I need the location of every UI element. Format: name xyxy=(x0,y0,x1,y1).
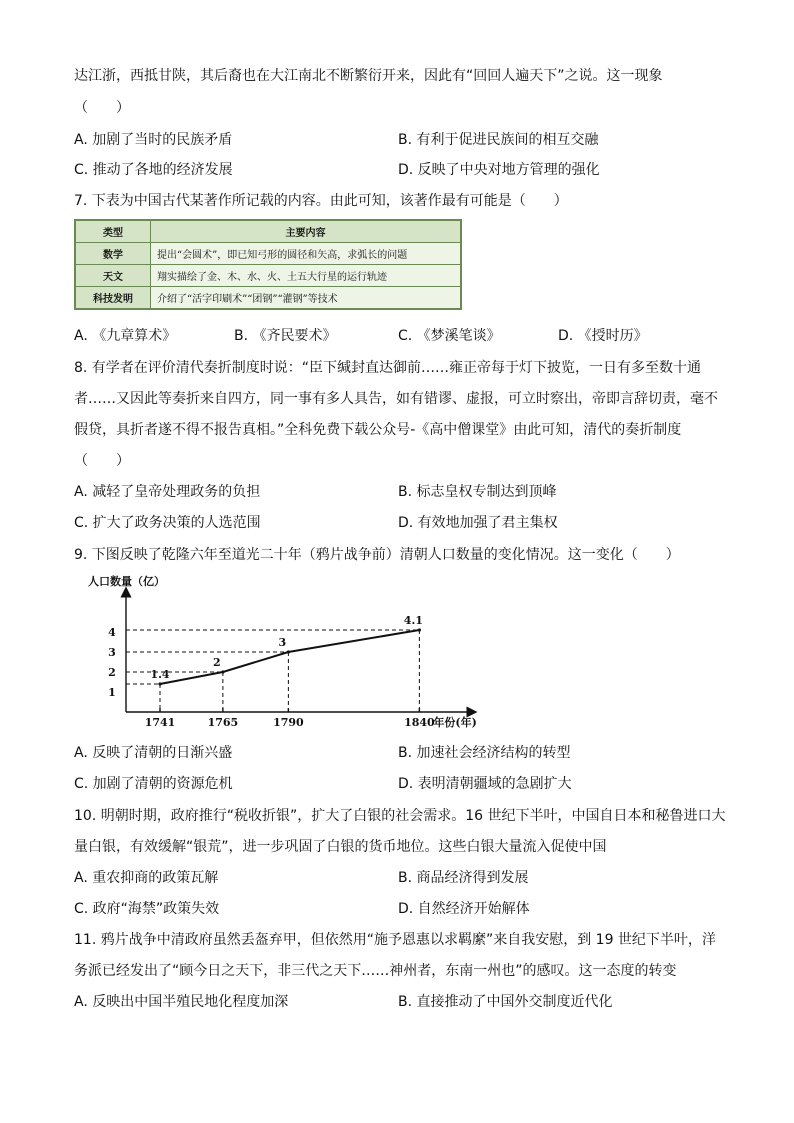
q8-option-d: D. 有效地加强了君主集权 xyxy=(398,515,558,531)
table-cell-content: 提出“会圆术”，即已知弓形的圆径和矢高，求弧长的问题 xyxy=(151,243,462,265)
data-label: 3 xyxy=(278,636,287,649)
q7-stem: 7. 下表为中国古代某著作所记载的内容。由此可知，该著作最有可能是（ ） xyxy=(74,193,568,209)
q7-option-c: C. 《梦溪笔谈》 xyxy=(398,328,501,344)
data-point xyxy=(221,670,224,673)
table-row xyxy=(75,265,461,287)
q9-option-b: B. 加速社会经济结构的转型 xyxy=(398,745,571,761)
q7-option-b: B. 《齐民要术》 xyxy=(234,328,337,344)
q8-stem-line2: 者……又因此等奏折来自四方，同一事有多人具告，如有错谬、虚报，可立时察出，帝即言辞切责，毫不 xyxy=(74,391,718,407)
data-label: 2 xyxy=(213,656,221,669)
q8-option-c: C. 扩大了政务决策的人选范围 xyxy=(74,515,261,531)
q7-option-a: A. 《九章算术》 xyxy=(74,328,177,344)
q6-option-d: D. 反映了中央对地方管理的强化 xyxy=(398,162,600,178)
q8-answer-blank: （ ） xyxy=(74,453,130,469)
q6-option-c: C. 推动了各地的经济发展 xyxy=(74,162,233,178)
q7-option-d: D. 《授时历》 xyxy=(558,328,648,344)
table-cell-type: 数学 xyxy=(75,243,151,265)
population-line-chart xyxy=(80,572,480,732)
q11-stem-line2: 务派已经发出了“顾今日之天下，非三代之天下……神州者，东南一州也”的感叹。这一态度的转变 xyxy=(74,963,677,979)
data-point xyxy=(418,628,421,631)
q10-option-a: A. 重农抑商的政策瓦解 xyxy=(74,870,219,886)
population-series-line xyxy=(160,630,419,684)
q10-stem-line1: 10. 明朝时期，政府推行“税收折银”，扩大了白银的社会需求。16 世纪下半叶，中国自日本和秘鲁进口大 xyxy=(74,808,726,824)
q9-option-d: D. 表明清朝疆域的急剧扩大 xyxy=(398,776,572,792)
q9-option-c: C. 加剧了清朝的资源危机 xyxy=(74,776,233,792)
q10-stem-line2: 量白银，有效缓解“银荒”，进一步巩固了白银的货币地位。这些白银大量流入促使中国 xyxy=(74,839,607,855)
y-axis-label: 人口数量（亿） xyxy=(88,575,165,588)
table-row xyxy=(75,243,461,265)
x-axis-label: 年份(年) xyxy=(433,716,477,729)
q6-stem-line1: 达江浙，西抵甘陕，其后裔也在大江南北不断繁衍开来，因此有“回回人遍天下”之说。这一现象 xyxy=(74,68,663,84)
q11-option-a: A. 反映出中国半殖民地化程度加深 xyxy=(74,994,289,1010)
q8-option-a: A. 减轻了皇帝处理政务的负担 xyxy=(74,484,261,500)
x-tick-label: 1765 xyxy=(207,716,239,729)
data-label: 4.1 xyxy=(403,614,423,627)
q11-option-b: B. 直接推动了中国外交制度近代化 xyxy=(398,994,613,1010)
q10-option-c: C. 政府“海禁”政策失效 xyxy=(74,901,220,917)
table-cell-type: 科技发明 xyxy=(75,287,151,310)
y-tick-label: 3 xyxy=(108,646,116,659)
table-cell-type: 天文 xyxy=(75,265,151,287)
x-tick-label: 1840 xyxy=(404,716,435,729)
q10-option-d: D. 自然经济开始解体 xyxy=(398,901,530,917)
q6-answer-blank: （ ） xyxy=(74,100,130,116)
table-header-content: 主要内容 xyxy=(151,220,462,243)
table-row xyxy=(75,287,461,310)
q6-option-b: B. 有利于促进民族间的相互交融 xyxy=(398,132,599,148)
y-tick-label: 4 xyxy=(108,626,116,639)
q9-option-a: A. 反映了清朝的日渐兴盛 xyxy=(74,745,233,761)
q8-option-b: B. 标志皇权专制达到顶峰 xyxy=(398,484,557,500)
q9-stem: 9. 下图反映了乾隆六年至道光二十年（鸦片战争前）清朝人口数量的变化情况。这一变化（ ） xyxy=(74,547,680,563)
y-tick-label: 2 xyxy=(108,666,116,679)
table-cell-content: 翔实描绘了金、木、水、火、土五大行星的运行轨迹 xyxy=(151,265,462,287)
data-point xyxy=(158,682,161,685)
q8-stem-line1: 8. 有学者在评价清代奏折制度时说：“臣下缄封直达御前……雍正帝每于灯下披览，一日有多至数十通 xyxy=(74,360,702,376)
table-cell-content: 介绍了“活字印刷术”“团钢”“灌钢”等技术 xyxy=(151,287,462,310)
table-header-type: 类型 xyxy=(75,220,151,243)
q11-stem-line1: 11. 鸦片战争中清政府虽然丢盔弃甲，但依然用“施予恩惠以求羁縻”来自我安慰，到 19 世纪下半叶，洋 xyxy=(74,932,716,948)
y-tick-label: 1 xyxy=(108,686,116,699)
x-tick-label: 1741 xyxy=(144,716,176,729)
data-label: 1.4 xyxy=(150,668,170,681)
q6-option-a: A. 加剧了当时的民族矛盾 xyxy=(74,132,233,148)
table-header-row xyxy=(75,220,461,243)
data-point xyxy=(287,650,290,653)
x-tick-label: 1790 xyxy=(273,716,304,729)
q7-table xyxy=(74,219,462,310)
q8-stem-line3: 假贷，具折者遂不得不报告真相。”全科免费下载公众号-《高中僧课堂》由此可知，清代的奏折制度 xyxy=(74,422,682,438)
q10-option-b: B. 商品经济得到发展 xyxy=(398,870,529,886)
